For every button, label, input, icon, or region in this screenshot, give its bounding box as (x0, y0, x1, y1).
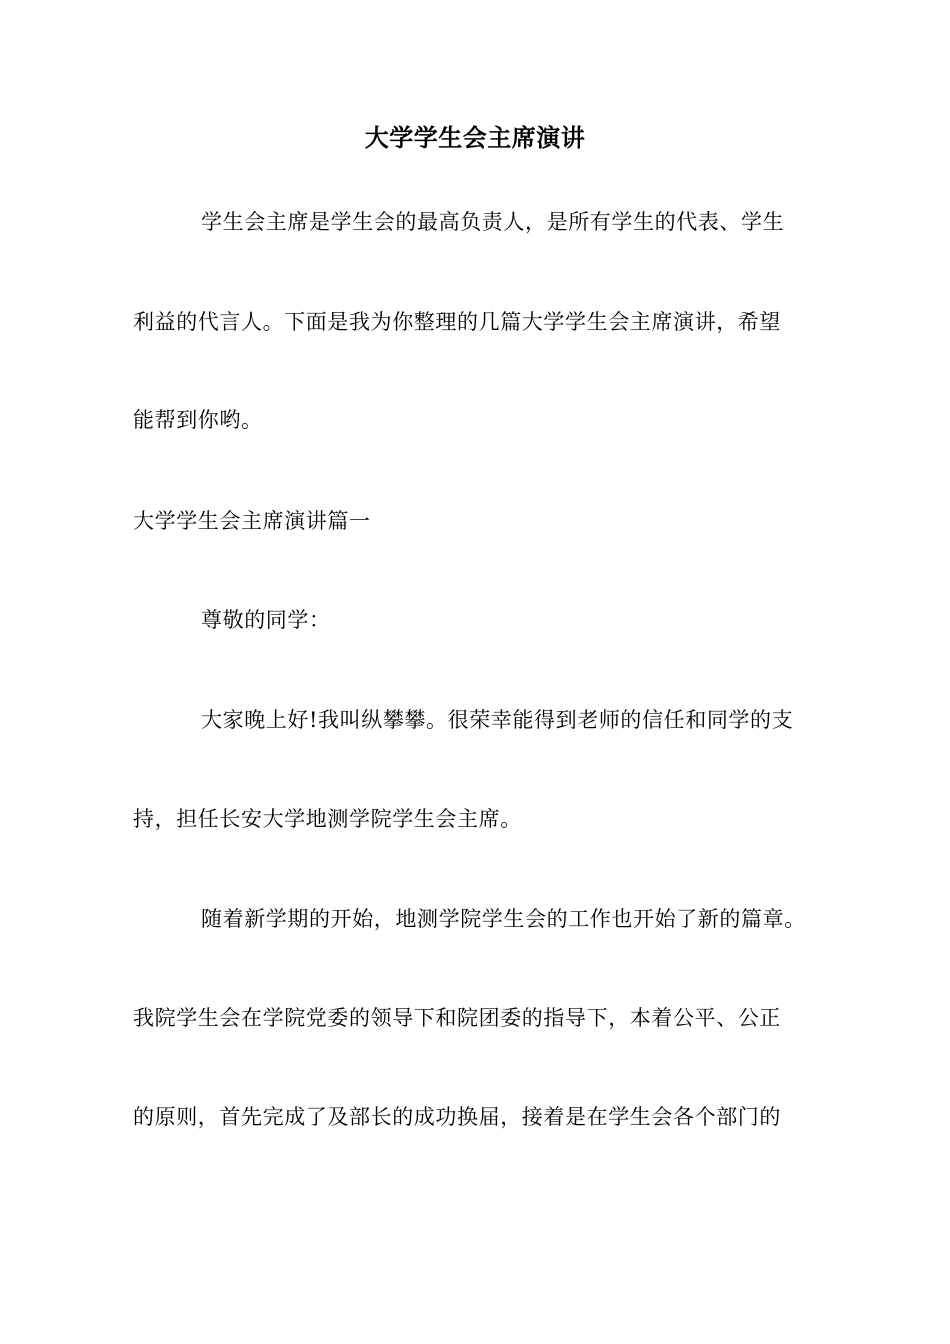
paragraph-line: 学生会主席是学生会的最高负责人，是所有学生的代表、学生 (201, 210, 785, 234)
paragraph-line: 随着新学期的开始，地测学院学生会的工作也开始了新的篇章。 (201, 907, 806, 931)
paragraph-line: 大家晚上好!我叫纵攀攀。很荣幸能得到老师的信任和同学的支 (201, 708, 794, 732)
paragraph-line: 利益的代言人。下面是我为你整理的几篇大学学生会主席演讲，希望 (133, 310, 781, 334)
paragraph-line: 的原则，首先完成了及部长的成功换届，接着是在学生会各个部门的 (133, 1105, 781, 1129)
paragraph-line: 能帮到你哟。 (133, 408, 263, 432)
paragraph-line: 我院学生会在学院党委的领导下和院团委的指导下，本着公平、公正 (133, 1006, 781, 1030)
salutation-line: 尊敬的同学： (201, 608, 331, 632)
paragraph-line: 持，担任长安大学地测学院学生会主席。 (133, 807, 522, 831)
section-heading: 大学学生会主席演讲篇一 (133, 509, 371, 533)
document-title: 大学学生会主席演讲 (364, 124, 586, 152)
